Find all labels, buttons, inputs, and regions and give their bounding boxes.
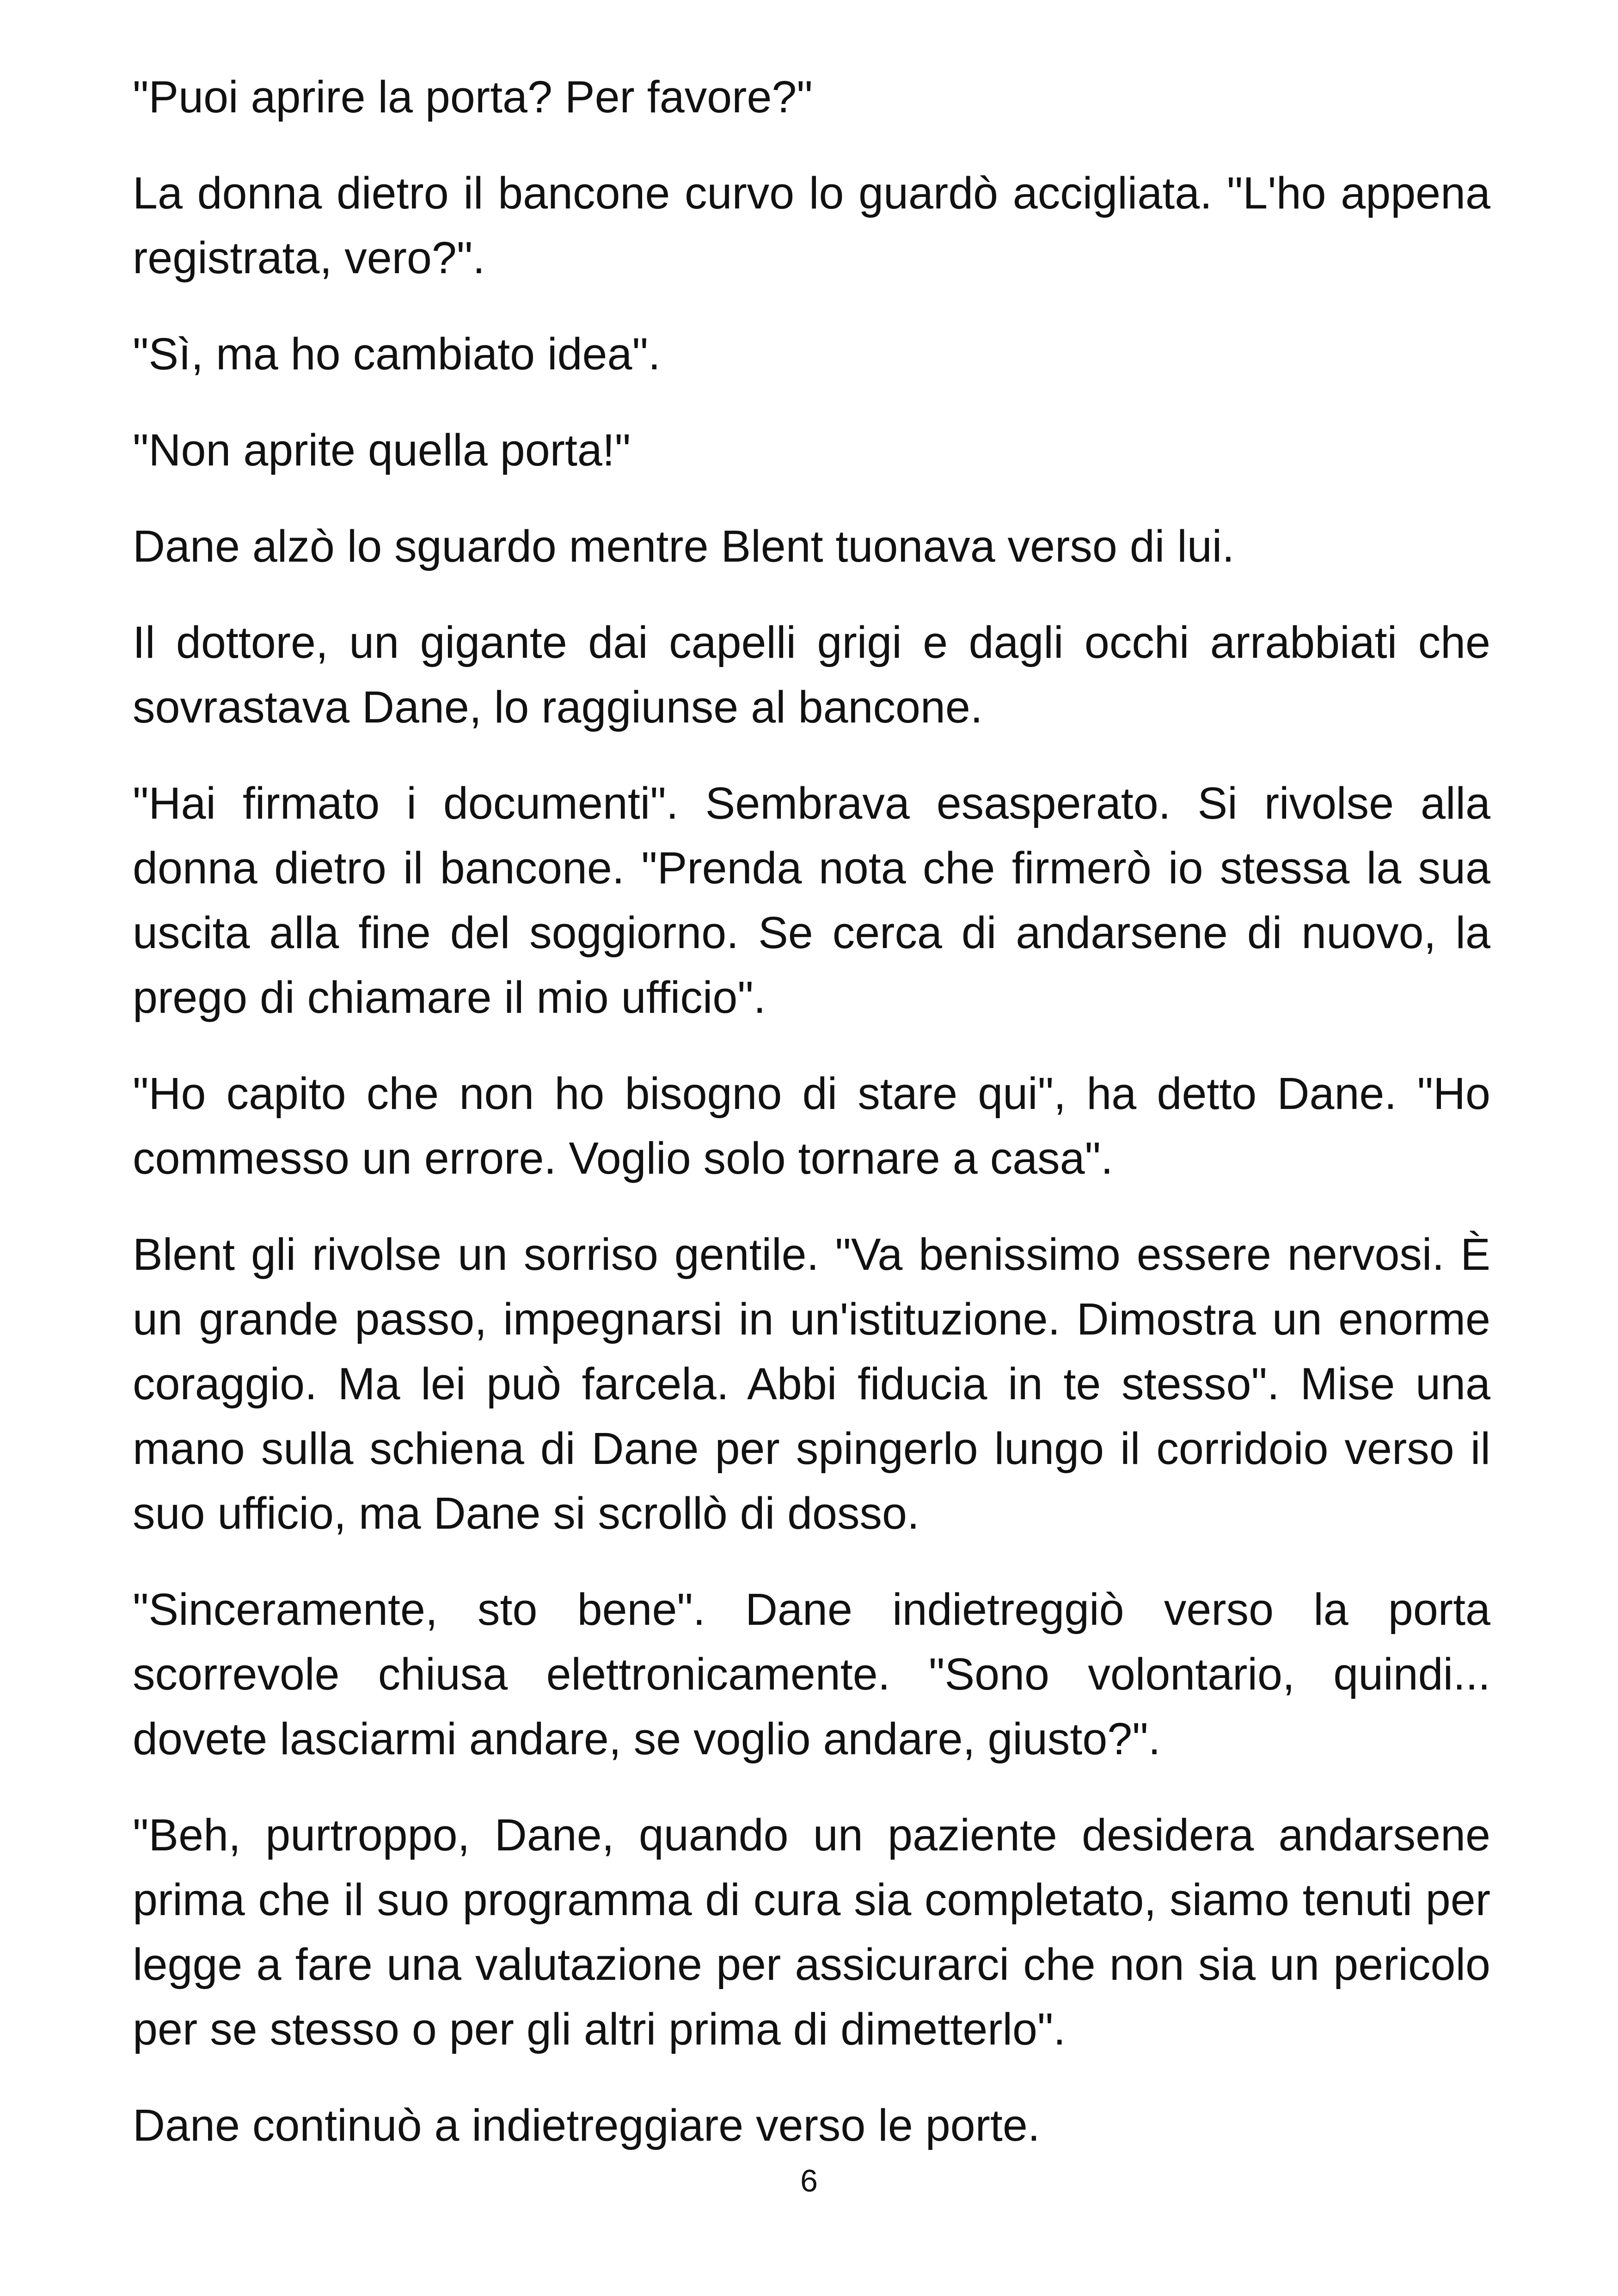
page-number: 6 (800, 2163, 818, 2198)
paragraph: "Hai firmato i documenti". Sembrava esasperato. Si rivolse alla donna dietro il bancone. "Prenda nota che firmerò io stessa la sua uscita alla fine del soggiorno. Se cerca di andarsene di nuovo, la prego di chiamare il mio ufficio". (133, 778, 1490, 1022)
paragraph: "Puoi aprire la porta? Per favore?" (133, 72, 813, 122)
paragraph: La donna dietro il bancone curvo lo guardò accigliata. "L'ho appena registrata, vero?". (133, 168, 1490, 283)
paragraph: "Beh, purtroppo, Dane, quando un paziente desidera andarsene prima che il suo programma di cura sia completato, siamo tenuti per legge a fare una valutazione per assicurarci che non sia un pericolo per se stesso o per gli altri prima di dimetterlo". (133, 1810, 1490, 2054)
paragraph: "Sì, ma ho cambiato idea". (133, 329, 661, 379)
paragraph: "Ho capito che non ho bisogno di stare qui", ha detto Dane. "Ho commesso un errore. Voglio solo tornare a casa". (133, 1068, 1490, 1183)
paragraph: Il dottore, un gigante dai capelli grigi e dagli occhi arrabbiati che sovrastava Dane, lo raggiunse al bancone. (133, 617, 1490, 732)
paragraph: "Non aprite quella porta!" (133, 425, 631, 475)
paragraph: "Sinceramente, sto bene". Dane indietreggiò verso la porta scorrevole chiusa elettronicamente. "Sono volontario, quindi... dovete lasciarmi andare, se voglio andare, giusto?". (133, 1584, 1490, 1764)
paragraph: Dane alzò lo sguardo mentre Blent tuonava verso di lui. (133, 521, 1235, 571)
body-text (133, 65, 1490, 2189)
paragraph: Blent gli rivolse un sorriso gentile. "Va benissimo essere nervosi. È un grande passo, impegnarsi in un'istituzione. Dimostra un enorme coraggio. Ma lei può farcela. Abbi fiducia in te stesso". Mise una mano sulla schiena di Dane per spingerlo lungo il corridoio verso il suo ufficio, ma Dane si scrollò di dosso. (133, 1229, 1490, 1538)
paragraph: Dane continuò a indietreggiare verso le porte. (133, 2100, 1040, 2150)
